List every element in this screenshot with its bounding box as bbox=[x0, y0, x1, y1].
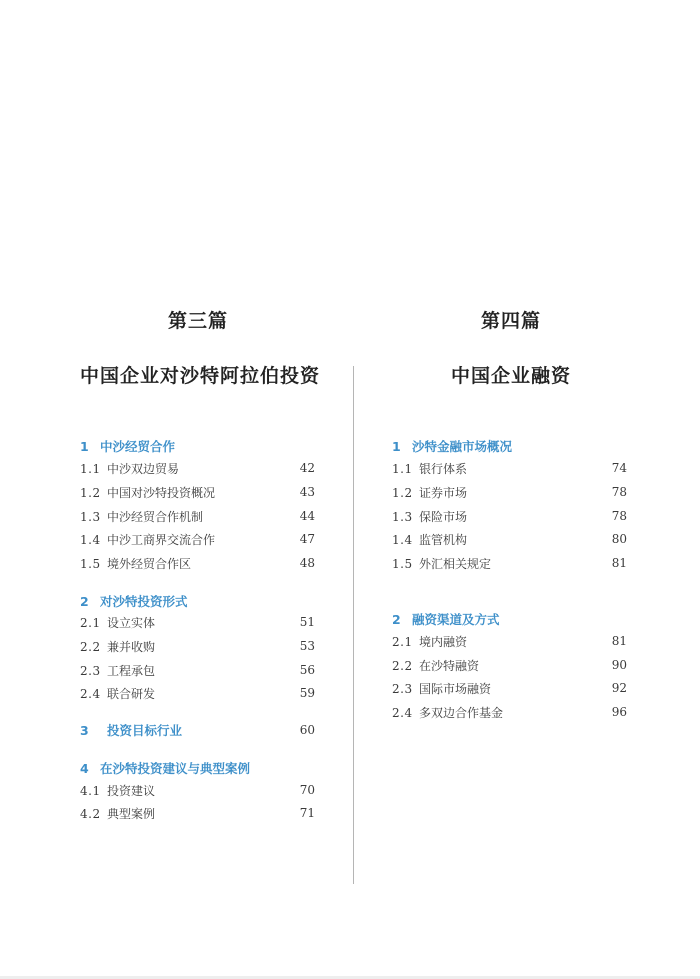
toc-entry[interactable] bbox=[80, 804, 315, 822]
entry-page: 81 bbox=[611, 556, 627, 570]
entry-title: 境外经贸合作区 bbox=[107, 556, 192, 571]
entry-page: 92 bbox=[611, 681, 627, 695]
entry-number: 2.1 bbox=[80, 615, 101, 630]
section-title: 投资目标行业 bbox=[107, 723, 183, 738]
entry-title: 多双边合作基金 bbox=[419, 705, 504, 720]
toc-section-heading[interactable] bbox=[392, 437, 512, 455]
entry-page: 78 bbox=[611, 485, 627, 499]
entry-page: 80 bbox=[611, 532, 627, 546]
entry-number: 2.4 bbox=[80, 686, 101, 701]
entry-page: 48 bbox=[299, 556, 315, 570]
section-title: 对沙特投资形式 bbox=[100, 594, 188, 609]
section-title: 沙特金融市场概况 bbox=[412, 439, 513, 454]
toc-entry[interactable] bbox=[392, 703, 627, 721]
entry-number: 1.5 bbox=[80, 556, 101, 571]
entry-page: 70 bbox=[299, 783, 315, 797]
entry-page: 59 bbox=[299, 686, 315, 700]
entry-number: 4.1 bbox=[80, 783, 101, 798]
entry-title: 保险市场 bbox=[419, 509, 468, 524]
entry-page: 81 bbox=[611, 634, 627, 648]
entry-number: 1.3 bbox=[80, 509, 101, 524]
entry-number: 1.4 bbox=[392, 532, 413, 547]
entry-title: 中沙工商界交流合作 bbox=[107, 532, 216, 547]
toc-entry[interactable] bbox=[392, 632, 627, 650]
entry-page: 90 bbox=[611, 658, 627, 672]
toc-entry[interactable] bbox=[392, 483, 627, 501]
entry-number: 4.2 bbox=[80, 806, 101, 821]
entry-page: 51 bbox=[299, 615, 315, 629]
entry-page: 44 bbox=[299, 509, 315, 523]
entry-title: 设立实体 bbox=[107, 615, 156, 630]
entry-title: 境内融资 bbox=[419, 634, 468, 649]
entry-number: 1.1 bbox=[80, 461, 101, 476]
entry-number: 2.1 bbox=[392, 634, 413, 649]
entry-page: 74 bbox=[611, 461, 627, 475]
toc-entry[interactable] bbox=[392, 530, 627, 548]
section-number: 4 bbox=[80, 761, 89, 776]
toc-section-heading[interactable] bbox=[392, 610, 500, 628]
entry-number: 2.3 bbox=[392, 681, 413, 696]
section-number: 3 bbox=[80, 723, 90, 738]
entry-title: 联合研发 bbox=[107, 686, 156, 701]
part-three-label: 第三篇 bbox=[168, 310, 229, 332]
entry-title: 投资建议 bbox=[107, 783, 156, 798]
entry-page: 47 bbox=[299, 532, 315, 546]
entry-number: 1.5 bbox=[392, 556, 413, 571]
entry-title: 监管机构 bbox=[419, 532, 468, 547]
entry-number: 1.4 bbox=[80, 532, 101, 547]
entry-title: 中沙经贸合作机制 bbox=[107, 509, 204, 524]
toc-entry[interactable] bbox=[80, 661, 315, 679]
entry-page: 78 bbox=[611, 509, 627, 523]
entry-page: 96 bbox=[611, 705, 627, 719]
entry-title: 外汇相关规定 bbox=[419, 556, 492, 571]
entry-title: 中国对沙特投资概况 bbox=[107, 485, 216, 500]
toc-entry[interactable] bbox=[80, 554, 315, 572]
section-title: 在沙特投资建议与典型案例 bbox=[100, 761, 251, 776]
entry-title: 典型案例 bbox=[107, 806, 156, 821]
toc-entry[interactable] bbox=[80, 613, 315, 631]
toc-section-heading[interactable] bbox=[80, 437, 175, 455]
entry-number: 2.4 bbox=[392, 705, 413, 720]
toc-entry[interactable] bbox=[392, 554, 627, 572]
toc-entry[interactable] bbox=[80, 507, 315, 525]
part-four-title: 中国企业融资 bbox=[451, 365, 572, 387]
toc-entry[interactable] bbox=[392, 679, 627, 697]
entry-page: 42 bbox=[299, 461, 315, 475]
toc-entry[interactable] bbox=[80, 637, 315, 655]
toc-entry[interactable] bbox=[80, 459, 315, 477]
section-title: 中沙经贸合作 bbox=[100, 439, 176, 454]
section-number: 1 bbox=[80, 439, 89, 454]
entry-title: 工程承包 bbox=[107, 663, 156, 678]
part-four-label: 第四篇 bbox=[481, 310, 542, 332]
entry-page: 60 bbox=[299, 723, 315, 737]
entry-title: 在沙特融资 bbox=[419, 658, 480, 673]
entry-title: 银行体系 bbox=[419, 461, 468, 476]
toc-section-heading[interactable] bbox=[80, 592, 188, 610]
entry-title: 证券市场 bbox=[419, 485, 468, 500]
column-divider bbox=[353, 366, 354, 884]
entry-page: 71 bbox=[299, 806, 315, 820]
toc-entry[interactable] bbox=[80, 684, 315, 702]
toc-entry[interactable] bbox=[80, 530, 315, 548]
entry-number: 1.2 bbox=[80, 485, 101, 500]
toc-entry[interactable] bbox=[392, 459, 627, 477]
entry-number: 2.3 bbox=[80, 663, 101, 678]
entry-number: 1.1 bbox=[392, 461, 413, 476]
entry-number: 1.3 bbox=[392, 509, 413, 524]
entry-number: 2.2 bbox=[80, 639, 101, 654]
entry-number: 1.2 bbox=[392, 485, 413, 500]
toc-entry[interactable] bbox=[392, 656, 627, 674]
toc-entry[interactable] bbox=[80, 483, 315, 501]
entry-title: 国际市场融资 bbox=[419, 681, 492, 696]
section-number: 2 bbox=[392, 612, 401, 627]
entry-title: 中沙双边贸易 bbox=[107, 461, 180, 476]
entry-title: 兼并收购 bbox=[107, 639, 156, 654]
entry-page: 43 bbox=[299, 485, 315, 499]
toc-section-entry[interactable] bbox=[80, 721, 315, 739]
part-three-title: 中国企业对沙特阿拉伯投资 bbox=[80, 365, 321, 387]
entry-page: 56 bbox=[299, 663, 315, 677]
entry-number: 2.2 bbox=[392, 658, 413, 673]
toc-section-heading[interactable] bbox=[80, 759, 250, 777]
entry-page: 53 bbox=[299, 639, 315, 653]
section-title: 融资渠道及方式 bbox=[412, 612, 500, 627]
toc-entry[interactable] bbox=[392, 507, 627, 525]
section-number: 2 bbox=[80, 594, 89, 609]
toc-entry[interactable] bbox=[80, 781, 315, 799]
section-number: 1 bbox=[392, 439, 401, 454]
